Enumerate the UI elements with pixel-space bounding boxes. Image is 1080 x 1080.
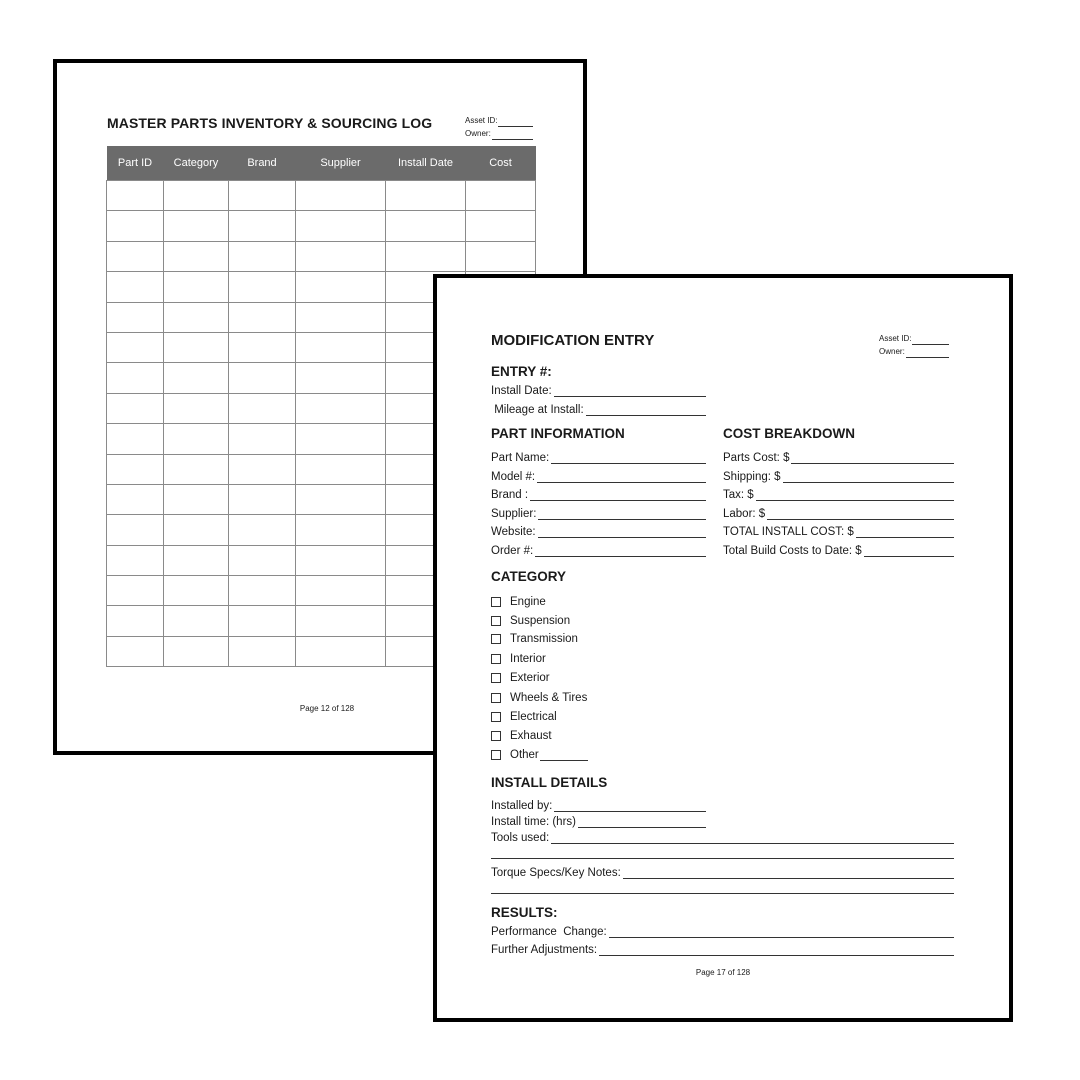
- table-cell[interactable]: [386, 181, 466, 211]
- column-header-cost: Cost: [466, 146, 536, 181]
- category-checkbox-transmission[interactable]: [491, 633, 578, 645]
- mileage-label: Mileage at Install:: [491, 404, 584, 416]
- table-cell[interactable]: [229, 454, 296, 484]
- tax-label: Tax: $: [723, 489, 754, 501]
- table-cell[interactable]: [229, 576, 296, 606]
- table-cell[interactable]: [164, 181, 229, 211]
- category-label: Transmission: [510, 633, 578, 645]
- mileage-line[interactable]: [586, 404, 706, 416]
- category-heading: CATEGORY: [491, 569, 567, 584]
- table-cell[interactable]: [107, 515, 164, 545]
- table-cell[interactable]: [107, 241, 164, 271]
- labor-line[interactable]: [767, 508, 954, 520]
- table-cell[interactable]: [296, 636, 386, 666]
- table-row: [107, 241, 536, 271]
- total-build-cost-line[interactable]: [864, 545, 954, 557]
- part-name-label: Part Name:: [491, 452, 550, 464]
- part-information-heading: PART INFORMATION: [491, 426, 625, 441]
- category-checkbox-engine[interactable]: [491, 596, 546, 608]
- checkbox-icon[interactable]: [491, 597, 501, 607]
- asset-id-field[interactable]: [912, 334, 949, 345]
- table-cell[interactable]: [229, 606, 296, 636]
- page-number: Page 17 of 128: [695, 968, 751, 977]
- category-label: Interior: [510, 653, 546, 665]
- category-checkbox-exhaust[interactable]: [491, 730, 552, 742]
- order-number-line[interactable]: [535, 545, 706, 557]
- table-cell[interactable]: [164, 576, 229, 606]
- table-cell[interactable]: [164, 241, 229, 271]
- table-cell[interactable]: [296, 272, 386, 302]
- column-header-supplier: Supplier: [296, 146, 386, 181]
- website-line[interactable]: [538, 526, 706, 538]
- table-cell[interactable]: [229, 363, 296, 393]
- install-time-line[interactable]: [578, 816, 706, 828]
- tools-used-field[interactable]: [491, 830, 954, 844]
- part-name-line[interactable]: [551, 452, 706, 464]
- supplier-field[interactable]: [491, 506, 706, 520]
- table-row: [107, 181, 536, 211]
- entry-title: MODIFICATION ENTRY: [491, 332, 655, 349]
- table-cell[interactable]: [296, 363, 386, 393]
- owner-label: Owner:: [465, 129, 491, 138]
- category-label: Suspension: [510, 615, 571, 627]
- table-cell[interactable]: [386, 211, 466, 241]
- table-cell[interactable]: [296, 393, 386, 423]
- table-cell[interactable]: [107, 576, 164, 606]
- mileage-field[interactable]: [491, 402, 706, 416]
- table-cell[interactable]: [229, 636, 296, 666]
- table-cell[interactable]: [107, 424, 164, 454]
- table-cell[interactable]: [107, 545, 164, 575]
- category-label: Other: [510, 749, 539, 761]
- column-header-install-date: Install Date: [386, 146, 466, 181]
- brand-field[interactable]: [491, 487, 706, 501]
- further-adjustments-line[interactable]: [599, 944, 954, 956]
- table-cell[interactable]: [296, 211, 386, 241]
- checkbox-icon[interactable]: [491, 634, 501, 644]
- table-cell[interactable]: [296, 454, 386, 484]
- entry-meta: [879, 332, 949, 358]
- tools-extra-line[interactable]: [491, 858, 954, 859]
- category-label: Exterior: [510, 672, 550, 684]
- shipping-field[interactable]: [723, 469, 954, 483]
- shipping-line[interactable]: [783, 471, 954, 483]
- column-header-brand: Brand: [229, 146, 296, 181]
- notes-extra-line[interactable]: [491, 893, 954, 894]
- install-time-label: Install time: (hrs): [491, 816, 576, 828]
- checkbox-icon[interactable]: [491, 712, 501, 722]
- supplier-line[interactable]: [538, 508, 706, 520]
- inventory-table-header: [107, 146, 536, 181]
- model-number-line[interactable]: [537, 471, 706, 483]
- asset-id-label: Asset ID:: [879, 334, 912, 343]
- tax-field[interactable]: [723, 487, 954, 501]
- model-number-label: Model #:: [491, 471, 536, 483]
- table-row: [107, 211, 536, 241]
- table-cell[interactable]: [229, 332, 296, 362]
- total-install-cost-line[interactable]: [856, 526, 954, 538]
- column-header-part-id: Part ID: [107, 146, 164, 181]
- checkbox-icon[interactable]: [491, 616, 501, 626]
- table-cell[interactable]: [107, 272, 164, 302]
- category-checkbox-other[interactable]: [491, 749, 588, 761]
- table-cell[interactable]: [296, 181, 386, 211]
- table-cell[interactable]: [466, 211, 536, 241]
- table-cell[interactable]: [229, 302, 296, 332]
- brand-label: Brand :: [491, 489, 529, 501]
- table-cell[interactable]: [466, 181, 536, 211]
- installed-by-field[interactable]: [491, 798, 706, 812]
- category-checkbox-exterior[interactable]: [491, 672, 550, 684]
- asset-id-field[interactable]: [498, 116, 533, 127]
- category-checkbox-suspension[interactable]: [491, 615, 570, 627]
- table-cell[interactable]: [386, 241, 466, 271]
- table-cell[interactable]: [229, 393, 296, 423]
- part-name-field[interactable]: [491, 450, 706, 464]
- table-cell[interactable]: [107, 484, 164, 514]
- table-cell[interactable]: [107, 302, 164, 332]
- table-cell[interactable]: [296, 515, 386, 545]
- category-label: Engine: [510, 596, 546, 608]
- inventory-meta: [465, 114, 533, 140]
- other-line[interactable]: [540, 750, 588, 761]
- table-cell[interactable]: [164, 606, 229, 636]
- table-cell[interactable]: [296, 241, 386, 271]
- supplier-label: Supplier:: [491, 508, 537, 520]
- table-cell[interactable]: [107, 393, 164, 423]
- install-details-heading: INSTALL DETAILS: [491, 775, 608, 790]
- table-cell[interactable]: [296, 332, 386, 362]
- parts-cost-field[interactable]: [723, 450, 954, 464]
- performance-change-field[interactable]: [491, 924, 954, 938]
- parts-cost-line[interactable]: [791, 452, 954, 464]
- order-number-field[interactable]: [491, 543, 706, 557]
- category-label: Electrical: [510, 711, 557, 723]
- checkbox-icon[interactable]: [491, 750, 501, 760]
- table-cell[interactable]: [229, 484, 296, 514]
- table-cell[interactable]: [164, 454, 229, 484]
- install-date-label: Install Date:: [491, 385, 552, 397]
- brand-line[interactable]: [530, 489, 706, 501]
- total-install-cost-field[interactable]: [723, 524, 954, 538]
- table-cell[interactable]: [164, 424, 229, 454]
- column-header-category: Category: [164, 146, 229, 181]
- entry-number-heading: ENTRY #:: [491, 364, 552, 379]
- results-heading: RESULTS:: [491, 905, 558, 920]
- cost-breakdown-heading: COST BREAKDOWN: [723, 426, 855, 441]
- shipping-label: Shipping: $: [723, 471, 781, 483]
- performance-change-label: Performance Change:: [491, 926, 607, 938]
- checkbox-icon[interactable]: [491, 673, 501, 683]
- table-cell[interactable]: [164, 211, 229, 241]
- further-adjustments-field[interactable]: [491, 942, 954, 956]
- table-cell[interactable]: [229, 241, 296, 271]
- tax-line[interactable]: [756, 489, 954, 501]
- total-build-cost-label: Total Build Costs to Date: $: [723, 545, 862, 557]
- category-checkbox-electrical[interactable]: [491, 711, 557, 723]
- further-adjustments-label: Further Adjustments:: [491, 944, 598, 956]
- order-number-label: Order #:: [491, 545, 534, 557]
- total-install-cost-label: TOTAL INSTALL COST: $: [723, 526, 854, 538]
- table-cell[interactable]: [164, 302, 229, 332]
- table-cell[interactable]: [107, 363, 164, 393]
- table-cell[interactable]: [229, 272, 296, 302]
- table-cell[interactable]: [164, 393, 229, 423]
- table-cell[interactable]: [296, 302, 386, 332]
- category-checkbox-interior[interactable]: [491, 653, 546, 665]
- installed-by-line[interactable]: [554, 800, 706, 812]
- asset-id-label: Asset ID:: [465, 116, 498, 125]
- torque-notes-label: Torque Specs/Key Notes:: [491, 867, 621, 879]
- table-cell[interactable]: [107, 211, 164, 241]
- category-label: Exhaust: [510, 730, 552, 742]
- model-number-field[interactable]: [491, 469, 706, 483]
- table-cell[interactable]: [296, 545, 386, 575]
- labor-label: Labor: $: [723, 508, 766, 520]
- table-cell[interactable]: [107, 454, 164, 484]
- owner-field[interactable]: [906, 347, 949, 358]
- category-checkbox-wheels-tires[interactable]: [491, 692, 587, 704]
- table-cell[interactable]: [164, 545, 229, 575]
- category-label: Wheels & Tires: [510, 692, 588, 704]
- table-cell[interactable]: [296, 576, 386, 606]
- table-cell[interactable]: [164, 363, 229, 393]
- total-build-cost-field[interactable]: [723, 543, 954, 557]
- checkbox-icon[interactable]: [491, 654, 501, 664]
- torque-notes-line[interactable]: [623, 867, 954, 879]
- table-cell[interactable]: [164, 332, 229, 362]
- table-cell[interactable]: [296, 484, 386, 514]
- website-label: Website:: [491, 526, 536, 538]
- parts-cost-label: Parts Cost: $: [723, 452, 790, 464]
- torque-notes-field[interactable]: [491, 865, 954, 879]
- table-cell[interactable]: [229, 424, 296, 454]
- table-cell[interactable]: [107, 606, 164, 636]
- tools-used-line[interactable]: [551, 832, 954, 844]
- labor-field[interactable]: [723, 506, 954, 520]
- owner-field[interactable]: [492, 129, 533, 140]
- table-cell[interactable]: [107, 181, 164, 211]
- table-cell[interactable]: [107, 636, 164, 666]
- table-cell[interactable]: [466, 241, 536, 271]
- checkbox-icon[interactable]: [491, 731, 501, 741]
- installed-by-label: Installed by:: [491, 800, 553, 812]
- install-time-field[interactable]: [491, 814, 706, 828]
- table-cell[interactable]: [229, 515, 296, 545]
- modification-entry-page: [433, 274, 1013, 1022]
- install-date-line[interactable]: [554, 385, 706, 397]
- table-cell[interactable]: [164, 515, 229, 545]
- inventory-title: MASTER PARTS INVENTORY & SOURCING LOG: [107, 115, 433, 131]
- page-number: Page 12 of 128: [299, 704, 355, 713]
- install-date-field[interactable]: [491, 383, 706, 397]
- performance-change-line[interactable]: [609, 926, 954, 938]
- table-cell[interactable]: [107, 332, 164, 362]
- table-cell[interactable]: [296, 606, 386, 636]
- table-cell[interactable]: [229, 211, 296, 241]
- table-cell[interactable]: [229, 181, 296, 211]
- owner-label: Owner:: [879, 347, 905, 356]
- tools-used-label: Tools used:: [491, 832, 550, 844]
- table-cell[interactable]: [296, 424, 386, 454]
- table-cell[interactable]: [229, 545, 296, 575]
- website-field[interactable]: [491, 524, 706, 538]
- table-cell[interactable]: [164, 636, 229, 666]
- table-cell[interactable]: [164, 272, 229, 302]
- table-cell[interactable]: [164, 484, 229, 514]
- checkbox-icon[interactable]: [491, 693, 501, 703]
